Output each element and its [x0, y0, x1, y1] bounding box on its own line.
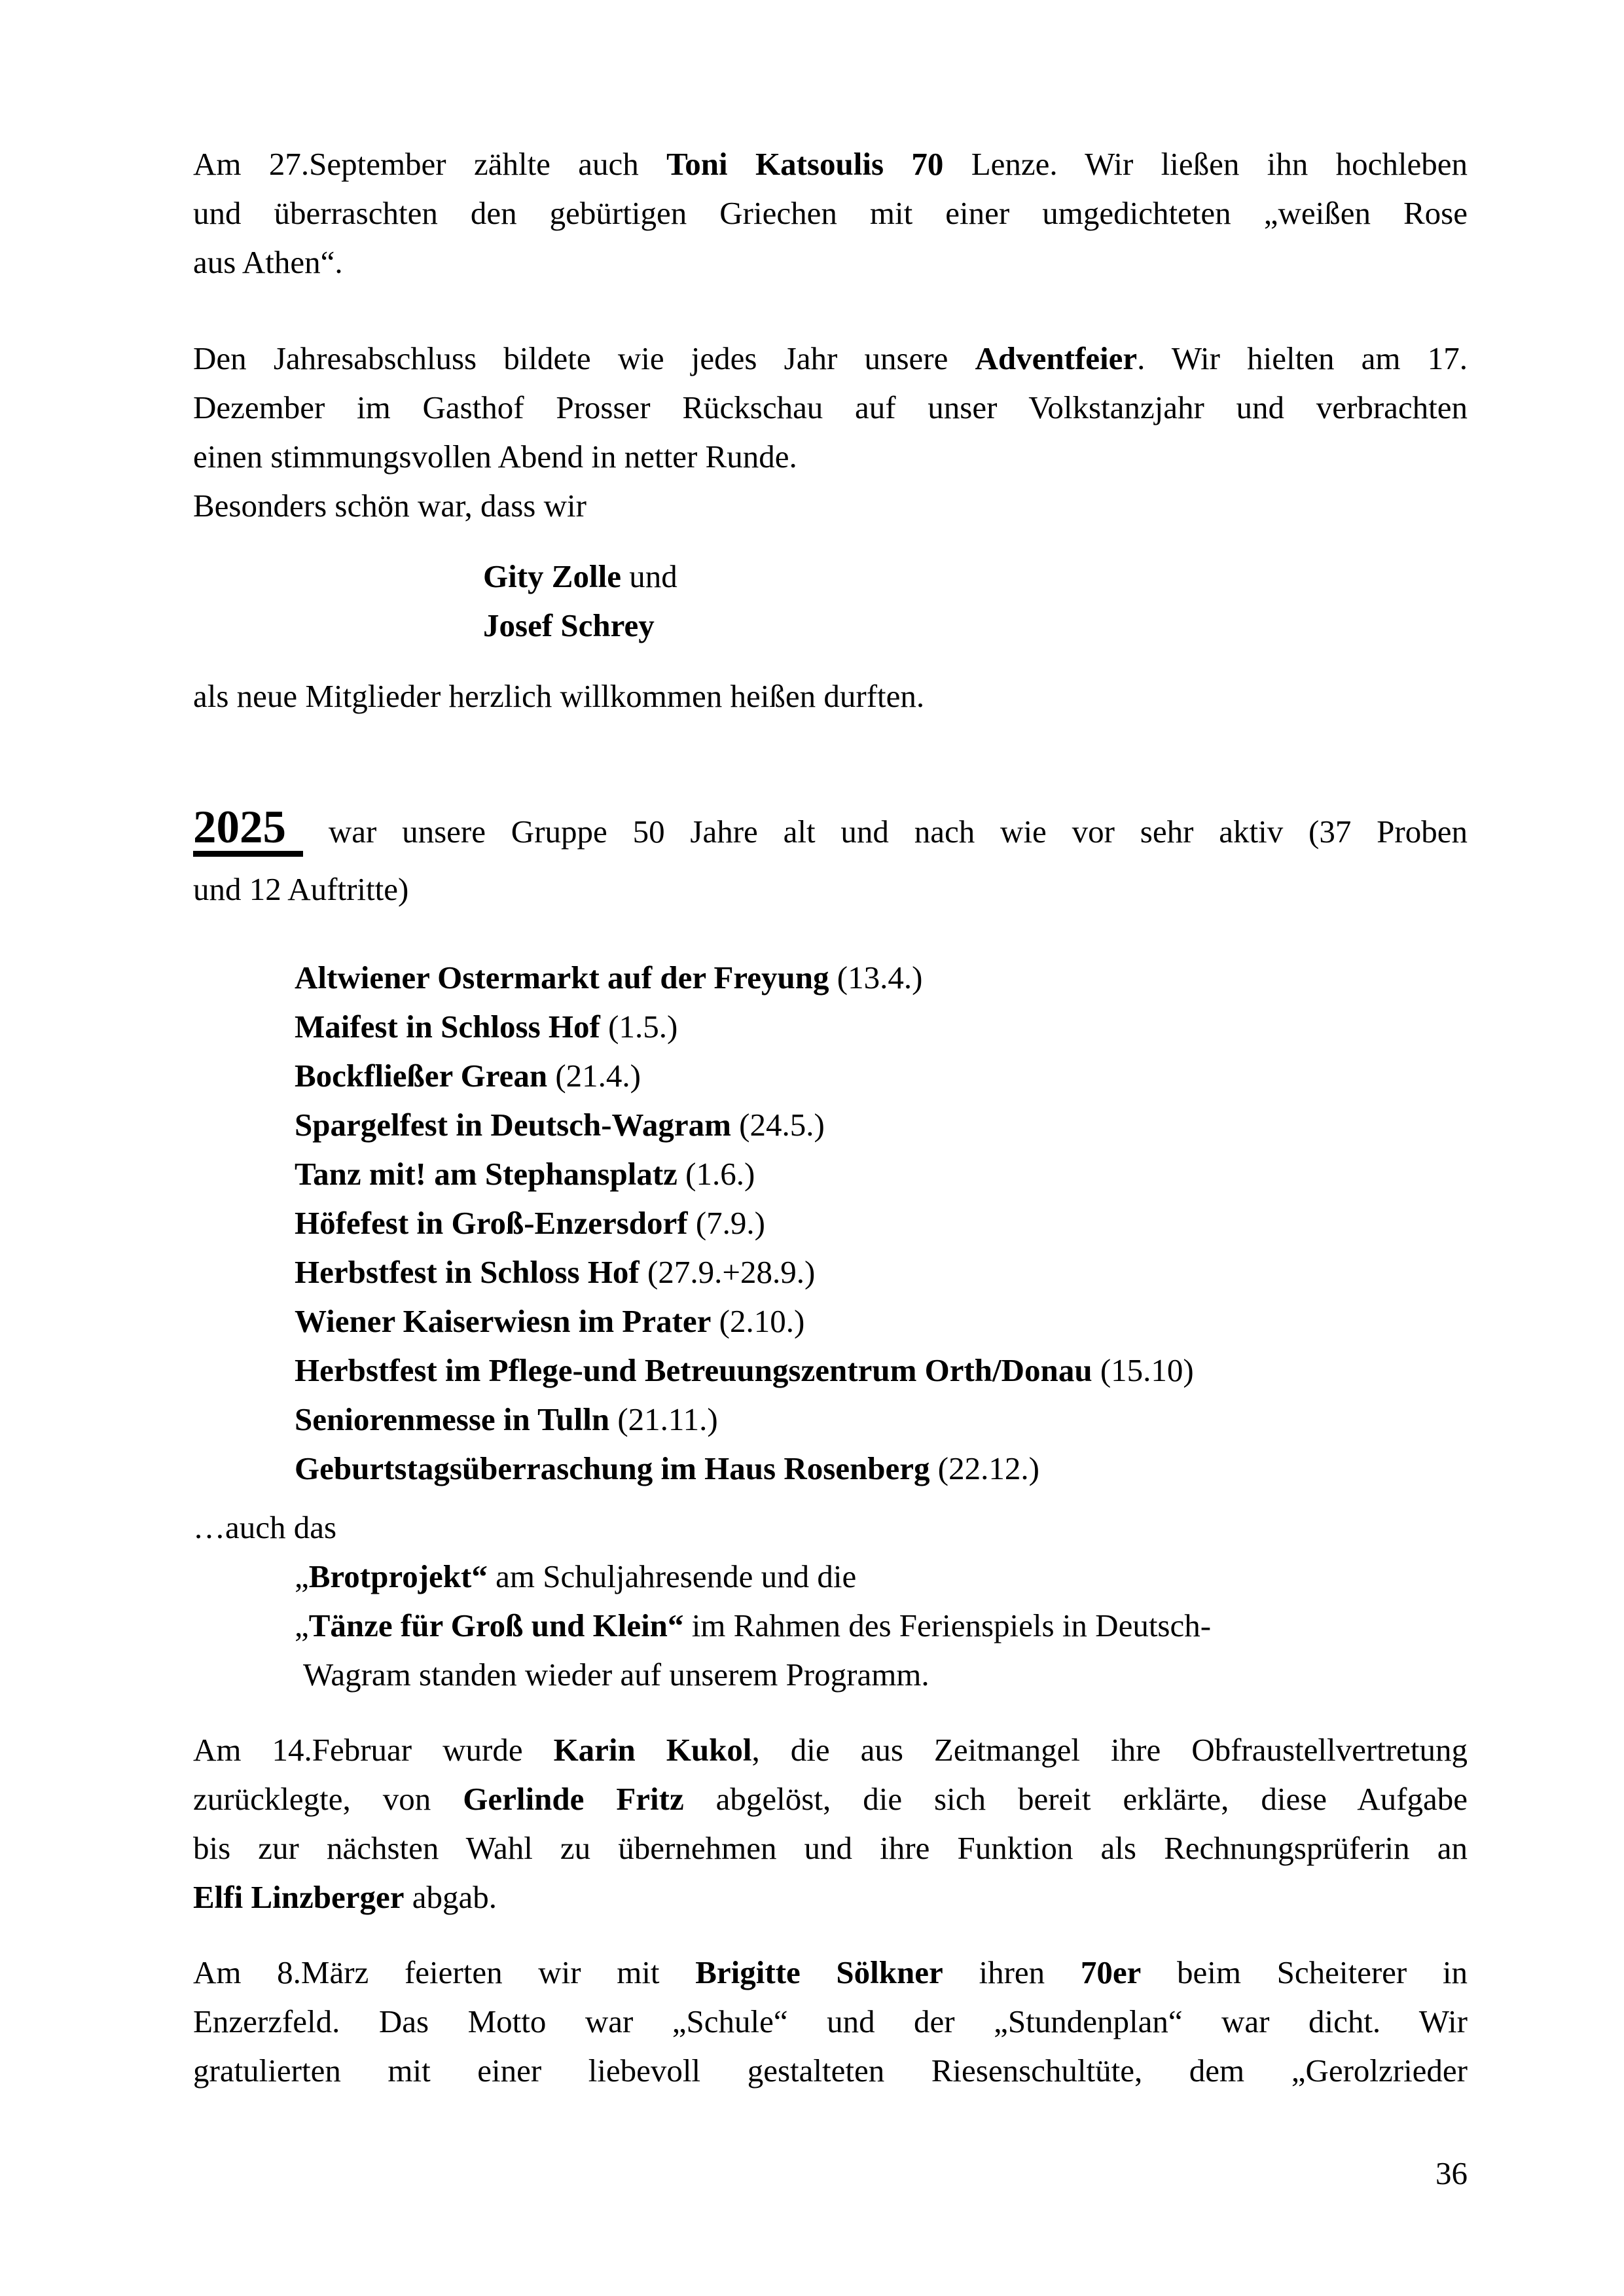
- event-date: (1.6.): [677, 1156, 755, 1192]
- event-item: [295, 953, 1468, 1002]
- page-number: 36: [1435, 2155, 1468, 2191]
- year-section-2025: [193, 799, 1468, 914]
- year-2025-underlined: 2025: [193, 804, 303, 857]
- page-content: [193, 139, 1468, 2095]
- event-date: (7.9.): [687, 1205, 765, 1241]
- text-line: [193, 1948, 1468, 1997]
- birthday-highlight: 70er: [1080, 1954, 1142, 1990]
- event-name: Geburtstagsüberraschung im Haus Rosenberg: [295, 1450, 930, 1486]
- text-line: und 12 Auftritte): [193, 871, 409, 907]
- text-line: bis zur nächsten Wahl zu übernehmen und ihre Funktion als Rechnungsprüferin an: [193, 1830, 1468, 1866]
- project-name: Brotprojekt“: [308, 1558, 488, 1594]
- text-line: …auch das: [193, 1509, 337, 1545]
- text-line: [193, 334, 1468, 383]
- new-members-closing: als neue Mitglieder herzlich willkommen heißen durften.: [193, 678, 925, 714]
- paragraph-adventfeier: [193, 334, 1468, 530]
- person-name: Josef Schrey: [483, 607, 655, 643]
- text-segment: . Wir hielten am 17.: [1137, 340, 1468, 376]
- event-name: Seniorenmesse in Tulln: [295, 1401, 610, 1437]
- text-segment: abgab.: [404, 1879, 497, 1915]
- event-item: [295, 1297, 1468, 1346]
- event-item: [295, 1002, 1468, 1051]
- text-line: Wagram standen wieder auf unserem Programm.: [303, 1657, 929, 1693]
- event-name: Bockfließer Grean: [295, 1058, 548, 1094]
- event-item: [295, 1395, 1468, 1444]
- event-item: [295, 1149, 1468, 1198]
- text-segment: Am 14.Februar wurde: [193, 1732, 554, 1768]
- project-name: Tänze für Groß und Klein“: [308, 1607, 684, 1643]
- event-name: Höfefest in Groß-Enzersdorf: [295, 1205, 688, 1241]
- paragraph-karin-kukol: [193, 1725, 1468, 1922]
- text-segment: beim Scheiterer in: [1141, 1954, 1468, 1990]
- text-segment: im Rahmen des Ferienspiels in Deutsch-: [683, 1607, 1212, 1643]
- event-date: (22.12.): [929, 1450, 1039, 1486]
- text-segment: ihren: [943, 1954, 1081, 1990]
- event-name: Herbstfest im Pflege-und Betreuungszentrum Orth/Donau: [295, 1352, 1092, 1388]
- year-heading-line: [193, 799, 1468, 865]
- text-line: Besonders schön war, dass wir: [193, 488, 586, 524]
- text-segment: am Schuljahresende und die: [487, 1558, 857, 1594]
- event-highlight: Adventfeier: [975, 340, 1138, 376]
- event-date: (21.11.): [609, 1401, 718, 1437]
- event-name: Maifest in Schloss Hof: [295, 1009, 600, 1045]
- person-name: Toni Katsoulis 70: [666, 146, 944, 182]
- text-line: gratulierten mit einer liebevoll gestalteten Riesenschultüte, dem „Gerolzrieder: [193, 2053, 1468, 2089]
- text-line: einen stimmungsvollen Abend in netter Runde.: [193, 439, 797, 475]
- event-name: Wiener Kaiserwiesn im Prater: [295, 1303, 712, 1339]
- paragraph-toni-birthday: [193, 139, 1468, 287]
- member-name-line: [483, 601, 1468, 650]
- person-name: Elfi Linzberger: [193, 1879, 405, 1915]
- person-name: Karin Kukol: [553, 1732, 752, 1768]
- event-date: (2.10.): [711, 1303, 805, 1339]
- project-line: [295, 1552, 1468, 1601]
- text-segment: Den Jahresabschluss bildete wie jedes Jahr unsere: [193, 340, 975, 376]
- text-segment: abgelöst, die sich bereit erklärte, diese Aufgabe: [683, 1781, 1468, 1817]
- text-line: Enzerzfeld. Das Motto war „Schule“ und der „Stundenplan“ war dicht. Wir: [193, 2003, 1468, 2039]
- event-item: [295, 1198, 1468, 1247]
- text-line: aus Athen“.: [193, 244, 343, 280]
- text-line: [193, 1774, 1468, 1823]
- text-line: [193, 139, 1468, 188]
- event-item: [295, 1247, 1468, 1297]
- also-section: [193, 1503, 1468, 1699]
- person-name: Gity Zolle: [483, 558, 621, 594]
- event-item: [295, 1346, 1468, 1395]
- text-line: [193, 1725, 1468, 1774]
- text-line: [193, 1873, 1468, 1922]
- open-quote: „: [295, 1607, 309, 1643]
- paragraph-brigitte-soelkner: [193, 1948, 1468, 2095]
- event-name: Tanz mit! am Stephansplatz: [295, 1156, 677, 1192]
- event-item: [295, 1051, 1468, 1100]
- event-item: [295, 1444, 1468, 1493]
- event-date: (21.4.): [547, 1058, 641, 1094]
- event-date: (24.5.): [731, 1107, 825, 1143]
- member-name-line: [483, 552, 1468, 601]
- text-line: Dezember im Gasthof Prosser Rückschau auf unser Volkstanzjahr und verbrachten: [193, 389, 1468, 425]
- events-list: [193, 953, 1468, 1493]
- event-name: Altwiener Ostermarkt auf der Freyung: [295, 960, 829, 996]
- text-segment: und: [621, 558, 677, 594]
- event-date: (15.10): [1092, 1352, 1194, 1388]
- text-segment: Am 27.September zählte auch: [193, 146, 667, 182]
- text-segment: Am 8.März feierten wir mit: [193, 1954, 696, 1990]
- text-segment: Lenze. Wir ließen ihn hochleben: [943, 146, 1468, 182]
- project-line: [295, 1601, 1468, 1650]
- person-name: Brigitte Sölkner: [695, 1954, 943, 1990]
- text-segment: , die aus Zeitmangel ihre Obfraustellvertretung: [751, 1732, 1468, 1768]
- event-date: (1.5.): [600, 1009, 678, 1045]
- open-quote: „: [295, 1558, 309, 1594]
- event-date: (27.9.+28.9.): [639, 1254, 816, 1290]
- text-line: und überraschten den gebürtigen Griechen mit einer umgedichteten „weißen Rose: [193, 195, 1468, 231]
- year-heading-text: war unsere Gruppe 50 Jahre alt und nach wie vor sehr aktiv (37 Proben: [328, 814, 1468, 850]
- event-name: Spargelfest in Deutsch-Wagram: [295, 1107, 731, 1143]
- text-segment: zurücklegte, von: [193, 1781, 463, 1817]
- person-name: Gerlinde Fritz: [463, 1781, 684, 1817]
- new-members-names: [193, 552, 1468, 650]
- event-name: Herbstfest in Schloss Hof: [295, 1254, 640, 1290]
- event-date: (13.4.): [829, 960, 923, 996]
- event-item: [295, 1100, 1468, 1149]
